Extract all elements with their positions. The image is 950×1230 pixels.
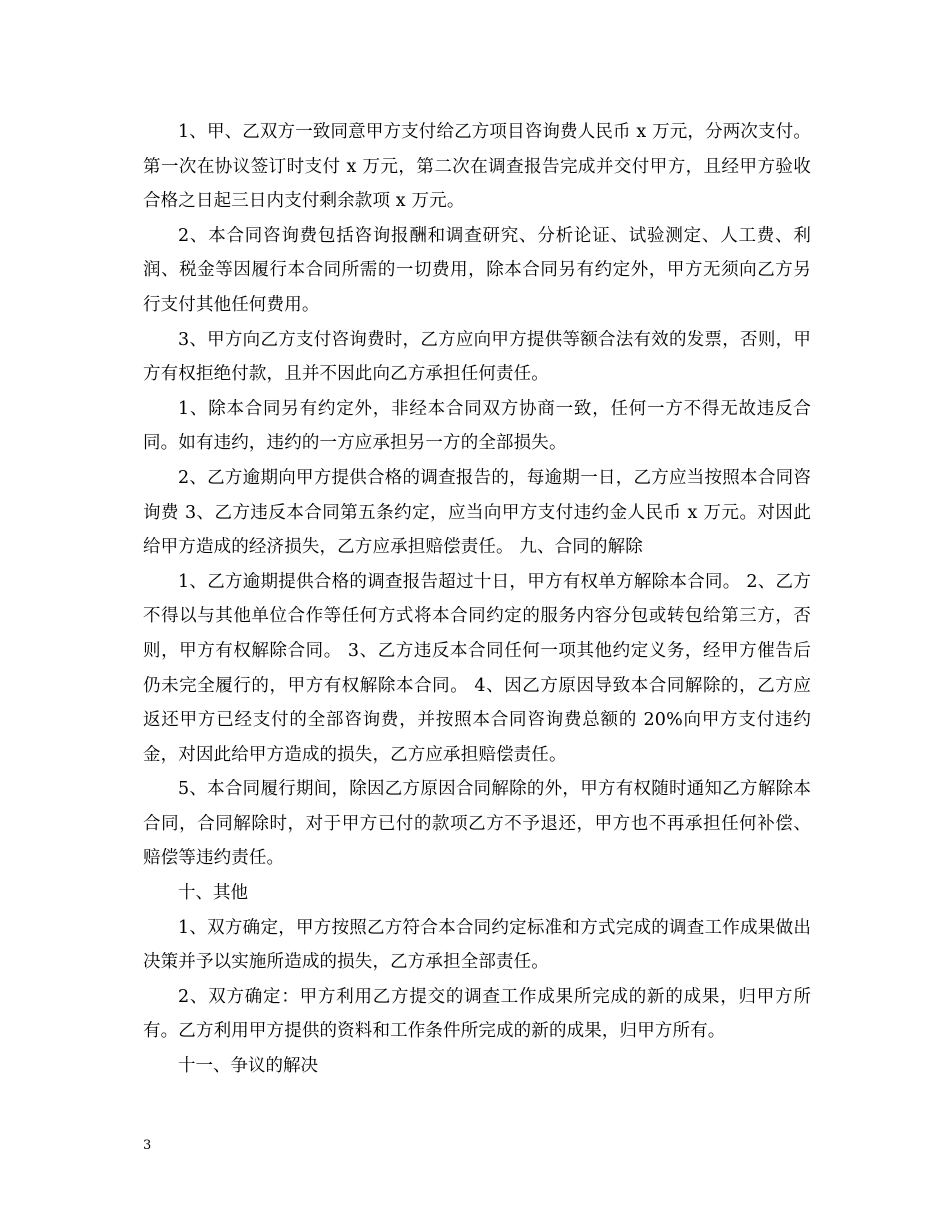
- clause-paragraph: 1、双方确定，甲方按照乙方符合本合同约定标准和方式完成的调查工作成果做出决策并予以实施所造成的损失，乙方承担全部责任。: [143, 917, 811, 973]
- clause-paragraph: 2、双方确定：甲方利用乙方提交的调查工作成果所完成的新的成果，归甲方所有。乙方利用甲方提供的资料和工作条件所完成的新的成果，归甲方所有。: [143, 986, 811, 1042]
- clause-paragraph: 5、本合同履行期间，除因乙方原因合同解除的外，甲方有权随时通知乙方解除本合同，合同解除时，对于甲方已付的款项乙方不予退还，甲方也不再承担任何补偿、赔偿等违约责任。: [143, 779, 811, 869]
- clause-paragraph: 1、除本合同另有约定外，非经本合同双方协商一致，任何一方不得无故违反合同。如有违约，违约的一方应承担另一方的全部损失。: [143, 398, 811, 454]
- section-heading-dispute: 十一、争议的解决: [178, 1056, 318, 1077]
- clause-paragraph: 2、乙方逾期向甲方提供合格的调查报告的，每逾期一日，乙方应当按照本合同咨询费 3、乙方违反本合同第五条约定，应当向甲方支付违约金人民币 x 万元。对因此给甲方造成的经济损失，乙方应承担赔偿责任。 九、合同的解除: [143, 467, 811, 558]
- clause-paragraph: 2、本合同咨询费包括咨询报酬和调查研究、分析论证、试验测定、人工费、利润、税金等因履行本合同所需的一切费用，除本合同另有约定外，甲方无须向乙方另行支付其他任何费用。: [143, 225, 811, 315]
- clause-paragraph: 3、甲方向乙方支付咨询费时，乙方应向甲方提供等额合法有效的发票，否则，甲方有权拒绝付款，且并不因此向乙方承担任何责任。: [143, 329, 811, 385]
- section-heading-other: 十、其他: [178, 883, 248, 904]
- clause-paragraph: 1、甲、乙双方一致同意甲方支付给乙方项目咨询费人民币 x 万元，分两次支付。第一次在协议签订时支付 x 万元，第二次在调查报告完成并交付甲方，且经甲方验收合格之日起三日内支付剩余款项 x 万元。: [143, 122, 811, 212]
- page-number: 3: [143, 1138, 152, 1153]
- document-body: [143, 115, 811, 1084]
- clause-paragraph: 1、乙方逾期提供合格的调查报告超过十日，甲方有权单方解除本合同。 2、乙方不得以与其他单位合作等任何方式将本合同约定的服务内容分包或转包给第三方，否则，甲方有权解除合同。 3、乙方违反本合同任何一项其他约定义务，经甲方催告后仍未完全履行的，甲方有权解除本合同。 4、因乙方原因导致本合同解除的，乙方应返还甲方已经支付的全部咨询费，并按照本合同咨询费总额的 20%向甲方支付违约金，对因此给甲方造成的损失，乙方应承担赔偿责任。: [143, 571, 811, 765]
